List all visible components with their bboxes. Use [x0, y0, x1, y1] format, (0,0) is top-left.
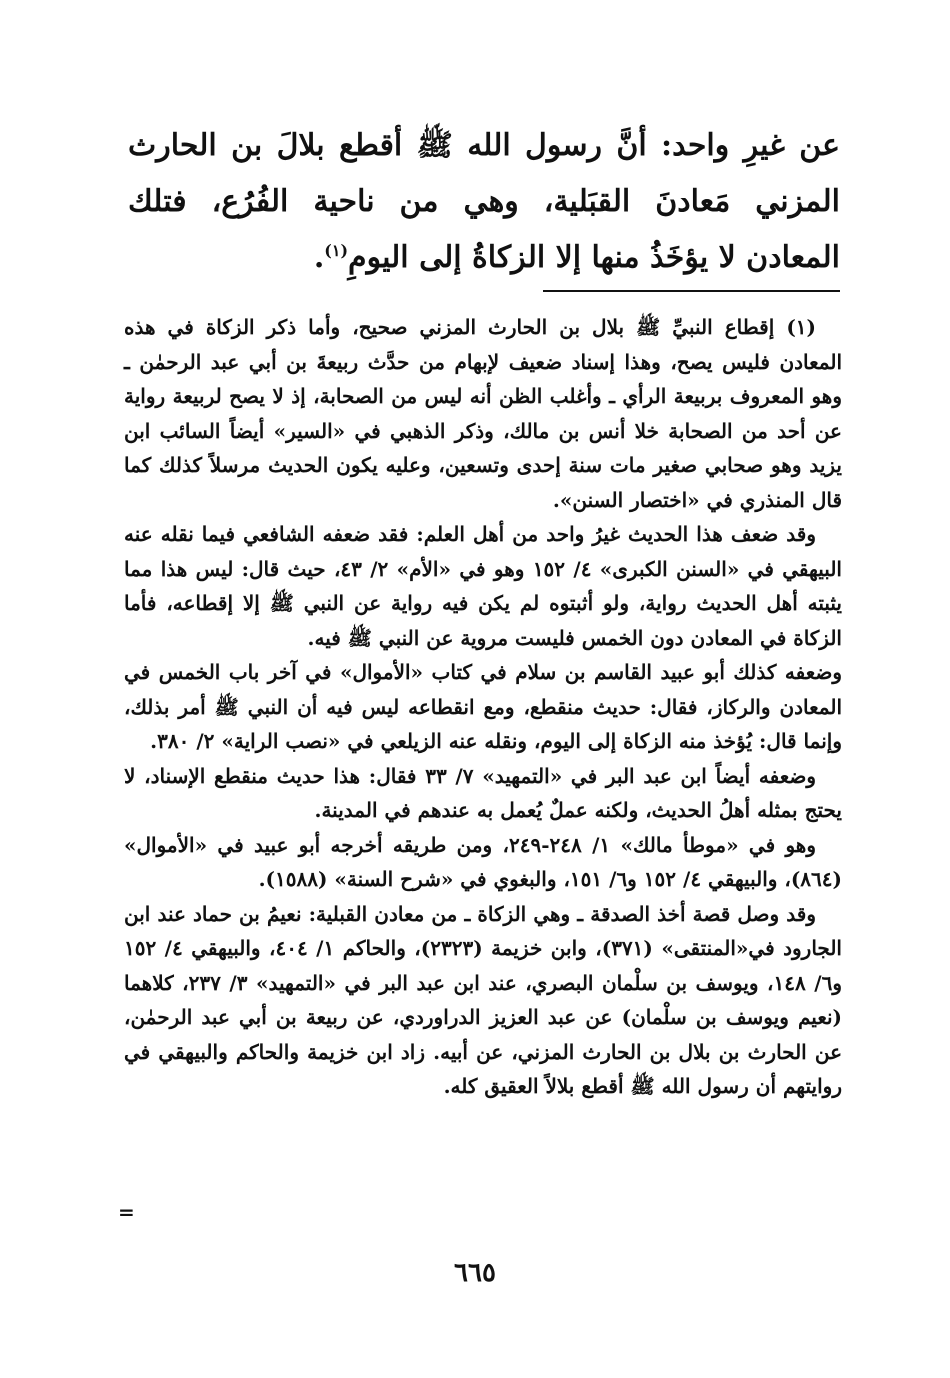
footnote-separator [543, 290, 840, 292]
continuation-mark: = [118, 1200, 135, 1224]
main-text-end: . [313, 240, 325, 275]
footnote-paragraph: (١) إقطاع النبيِّ ﷺ بلال بن الحارث المزني صحيح، وأما ذكر الزكاة في هذه المعادن فليس يصح، وهذا إسناد ضعيف لإبهام من حدَّث ربيعةَ بن أبي عبد الرحمٰن ـ وهو المعروف بربيعة الرأي ـ وأغلب الظن أنه ليس من الصحابة، إذ لا يصح لربيعة رواية عن أحد من الصحابة خلا أنس بن مالك، وذكر الذهبي في «السير» أيضاً السائب ابن يزيد وهو صحابي صغير مات سنة إحدى وتسعين، وعليه يكون الحديث مرسلاً كذلك كما قال المنذري في «اختصار السنن». [124, 315, 842, 512]
footnote-reference: (١) [324, 241, 349, 260]
footnote-paragraph: وضعفه أيضاً ابن عبد البر في «التمهيد» ٧/ ٣٣ فقال: هذا حديث منقطع الإسناد، لا يحتج بمثله أهلُ الحديث، ولكنه عملٌ يُعمل به عندهم في المدينة. [124, 763, 842, 822]
main-text-body: عن غيرِ واحد: أنَّ رسول الله ﷺ أقطع بلالَ بن الحارث المزني مَعادنَ القبَلية، وهي من ناحية الفُرُع، فتلك المعادن لا يؤخَذُ منها إلا الزكاةُ إلى اليومِ [128, 128, 840, 275]
page-number: ٦٦٥ [454, 1258, 496, 1288]
footnotes-section [124, 310, 842, 1104]
footnote-paragraph: وهو في «موطأ مالك» ١/ ٢٤٨-٢٤٩، ومن طريقه أخرجه أبو عبيد في «الأموال» (٨٦٤)، والبيهقي ٤/ ١٥٢ و٦/ ١٥١، والبغوي في «شرح السنة» (١٥٨٨). [124, 832, 842, 891]
footnote-paragraph: وقد وصل قصة أخذ الصدقة ـ وهي الزكاة ـ من معادن القبلية: نعيمُ بن حماد عند ابن الجارود في«المنتقى» (٣٧١)، وابن خزيمة (٢٣٢٣)، والحاكم ١/ ٤٠٤، والبيهقي ٤/ ١٥٢ و٦/ ١٤٨، ويوسف بن سلْمان البصري، عند ابن عبد البر في «التمهيد» ٣/ ٢٣٧، كلاهما (نعيم ويوسف بن سلْمان) عن عبد العزيز الدراوردي، عن ربيعة بن أبي عبد الرحمٰن، عن الحارث بن بلال بن الحارث المزني، عن أبيه. زاد ابن خزيمة والحاكم والبيهقي في روايتهم أن رسول الله ﷺ أقطع بلالاً العقيق كله. [124, 901, 842, 1098]
footnote-paragraph: وضعفه كذلك أبو عبيد القاسم بن سلام في كتاب «الأموال» في آخر باب الخمس في المعادن والركاز، فقال: حديث منقطع، ومع انقطاعه ليس فيه أن النبي ﷺ أمر بذلك، وإنما قال: يُؤخذ منه الزكاة إلى اليوم، ونقله عنه الزيلعي في «نصب الراية» ٢/ ٣٨٠. [124, 660, 842, 753]
main-text [128, 118, 840, 286]
footnote-paragraph: وقد ضعف هذا الحديث غيرُ واحد من أهل العلم: فقد ضعفه الشافعي فيما نقله عنه البيهقي في «السنن الكبرى» ٤/ ١٥٢ وهو في «الأم» ٢/ ٤٣، حيث قال: ليس هذا مما يثبته أهل الحديث رواية، ولو أثبتوه لم يكن فيه رواية عن النبي ﷺ إلا إقطاعه، فأما الزكاة في المعادن دون الخمس فليست مروية عن النبي ﷺ فيه. [124, 522, 842, 650]
